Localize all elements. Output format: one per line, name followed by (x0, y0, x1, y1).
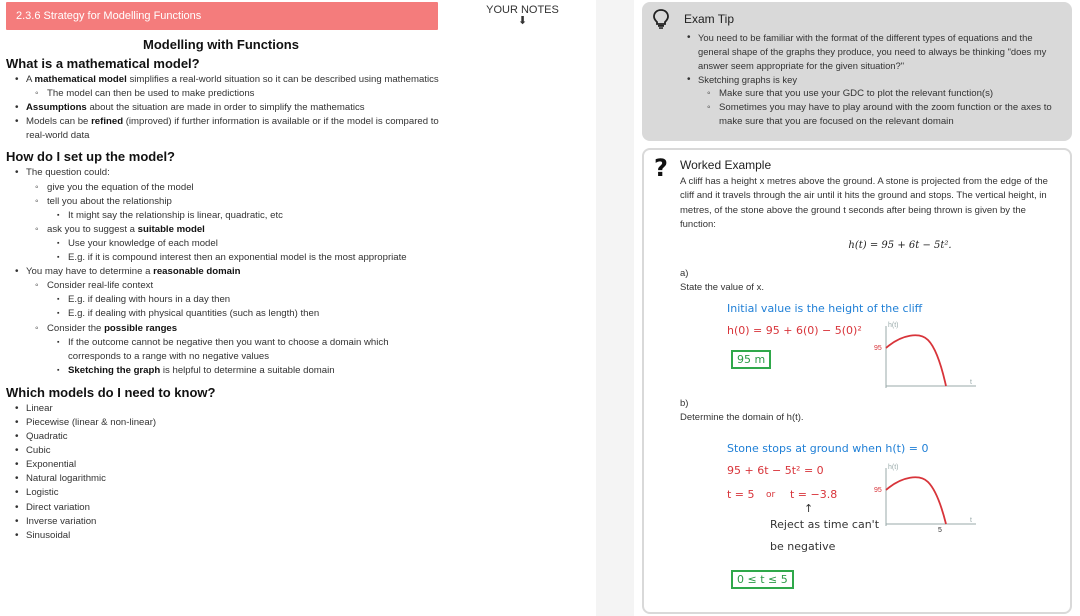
handwritten-line: t = −3.8 (790, 488, 838, 501)
list-item: • Sketching graphs is key ◦ Make sure that you use your GDC to plot the relevant function(s) ◦ Sometimes you may have to play around with the zoom function or the axes to make sure that you are focused on the relevant domain (678, 73, 1062, 129)
worked-example-box (642, 148, 1072, 614)
handwritten-line: Reject as time can't (770, 518, 880, 531)
list-item: ◦ give you the equation of the model (26, 181, 440, 195)
model-item: • Logistic (6, 486, 440, 500)
section-header-bar[interactable] (6, 2, 438, 30)
part-b (680, 397, 1060, 425)
content-column (0, 0, 440, 616)
handwritten-line: 95 + 6t − 5t² = 0 (727, 464, 824, 477)
arrow-up-icon: ↑ (804, 502, 814, 515)
handwritten-line: be negative (770, 540, 836, 553)
list-item: ▪ E.g. if dealing with physical quantities (such as length) then (47, 307, 440, 321)
list-item: • A mathematical model simplifies a real-world situation so it can be described using mathematics ◦ The model can then be used to make predictions (6, 73, 440, 101)
model-item: • Inverse variation (6, 515, 440, 529)
list-item: ▪ E.g. if dealing with hours in a day then (47, 293, 440, 307)
graph-x-label: t (970, 379, 972, 386)
graph-y-label: h(t) (888, 464, 899, 471)
model-item: • Linear (6, 402, 440, 416)
list-item: ▪ E.g. if it is compound interest then an exponential model is the most appropriate (47, 251, 440, 265)
graph-y-value: 95 (874, 345, 882, 352)
list-item: ◦ ask you to suggest a suitable model ▪ Use your knowledge of each model ▪ E.g. if it is compound interest then an exponential model is the most appropriate (26, 223, 440, 265)
part-a-question: State the value of x. (680, 281, 764, 293)
graph-sketch-b (872, 460, 982, 536)
part-a-label: a) (680, 267, 689, 279)
list-item: ◦ Consider real-life context ▪ E.g. if dealing with hours in a day then ▪ E.g. if dealing with physical quantities (such as length) then (26, 279, 440, 321)
answer-box: 0 ≤ t ≤ 5 (731, 570, 794, 589)
heading-what-is-model: What is a mathematical model? (6, 56, 200, 71)
model-item: • Sinusoidal (6, 529, 440, 543)
model-item: • Piecewise (linear & non-linear) (6, 416, 440, 430)
model-definition-list (6, 73, 440, 143)
part-b-label: b) (680, 397, 689, 409)
model-item: • Exponential (6, 458, 440, 472)
part-a (680, 267, 1060, 295)
list-item: ◦ Make sure that you use your GDC to plot the relevant function(s) (698, 87, 1062, 101)
model-item: • Quadratic (6, 430, 440, 444)
question-mark-icon: ? (654, 154, 668, 182)
model-item: • Direct variation (6, 501, 440, 515)
handwritten-line: h(0) = 95 + 6(0) − 5(0)² (727, 324, 862, 337)
arrow-down-icon: ⬇ (517, 15, 528, 27)
handwritten-line: Stone stops at ground when h(t) = 0 (727, 442, 929, 455)
graph-y-value: 95 (874, 487, 882, 494)
handwritten-line: or (766, 490, 776, 500)
model-item: • Natural logarithmic (6, 472, 440, 486)
list-item: ◦ The model can then be used to make predictions (26, 87, 440, 101)
list-item: • The question could: ◦ give you the equation of the model ◦ tell you about the relationship ▪ It might say the relationship is linear, quadratic, etc ◦ ask you to suggest a suitable model ▪ Use your knowledge of each model ▪ E.g. if it is compound interest then an exponential model is the most appropriate (6, 166, 440, 265)
setup-list (6, 166, 440, 377)
list-item: ◦ tell you about the relationship ▪ It might say the relationship is linear, quadratic, etc (26, 195, 440, 223)
answer-box: 95 m (731, 350, 771, 369)
exam-tip-box (642, 2, 1072, 141)
function-formula: h(t) = 95 + 6t − 5t². (848, 239, 952, 251)
notes-label: YOUR NOTES (486, 4, 559, 16)
list-item: ▪ Sketching the graph is helpful to determine a suitable domain (47, 364, 440, 378)
lightbulb-icon (652, 9, 670, 29)
list-item: • Assumptions about the situation are made in order to simplify the mathematics (6, 101, 440, 115)
graph-root-label: 5 (938, 527, 942, 534)
models-list (6, 402, 440, 543)
graph-y-label: h(t) (888, 322, 899, 329)
list-item: • You may have to determine a reasonable domain ◦ Consider real-life context ▪ E.g. if dealing with hours in a day then ▪ E.g. if dealing with physical quantities (such as length) then ◦ Consider the possible ranges ▪ If the outcome cannot be negative then you want to choose a domain which corresponds to a range with no negative values ▪ Sketching the graph is helpful to determine a suitable domain (6, 265, 440, 378)
heading-setup-model: How do I set up the model? (6, 149, 175, 165)
exam-tip-title: Exam Tip (684, 12, 735, 26)
list-item: ▪ Use your knowledge of each model (47, 237, 440, 251)
page-title: Modelling with Functions (143, 37, 299, 52)
your-notes (455, 4, 590, 26)
notes-gutter (596, 0, 634, 616)
list-item: ▪ It might say the relationship is linear, quadratic, etc (47, 209, 440, 223)
list-item: • You need to be familiar with the format of the different types of equations and the general shape of the graphs they produce, you need to always be thinking "does my answer seem appropriate for the given situation?" (678, 31, 1062, 73)
heading-which-models: Which models do I need to know? (6, 384, 216, 400)
list-item: ◦ Sometimes you may have to play around with the zoom function or the axes to make sure that you are focused on the relevant domain (698, 101, 1062, 129)
worked-example-title: Worked Example (680, 158, 772, 172)
list-item: ◦ Consider the possible ranges ▪ If the outcome cannot be negative then you want to choose a domain which corresponds to a range with no negative values ▪ Sketching the graph is helpful to determine a suitable domain (26, 322, 440, 378)
worked-example-question: A cliff has a height x metres above the ground. A stone is projected from the edge of the cliff and it travels through the air until it hits the ground and stops. The vertical height, in metres, of the stone above the ground t seconds after being thrown is given by the function: (680, 176, 1048, 231)
list-item: ▪ If the outcome cannot be negative then you want to choose a domain which corresponds to a range with no negative values (47, 336, 440, 364)
part-b-question: Determine the domain of h(t). (680, 411, 804, 423)
list-item: • Models can be refined (improved) if further information is available or if the model is compared to real-world data (6, 115, 440, 143)
section-label: 2.3.6 Strategy for Modelling Functions (16, 10, 202, 22)
handwritten-line: t = 5 (727, 488, 755, 501)
graph-x-label: t (970, 517, 972, 524)
graph-sketch-a (872, 318, 982, 394)
model-item: • Cubic (6, 444, 440, 458)
handwritten-line: Initial value is the height of the cliff (727, 302, 923, 315)
